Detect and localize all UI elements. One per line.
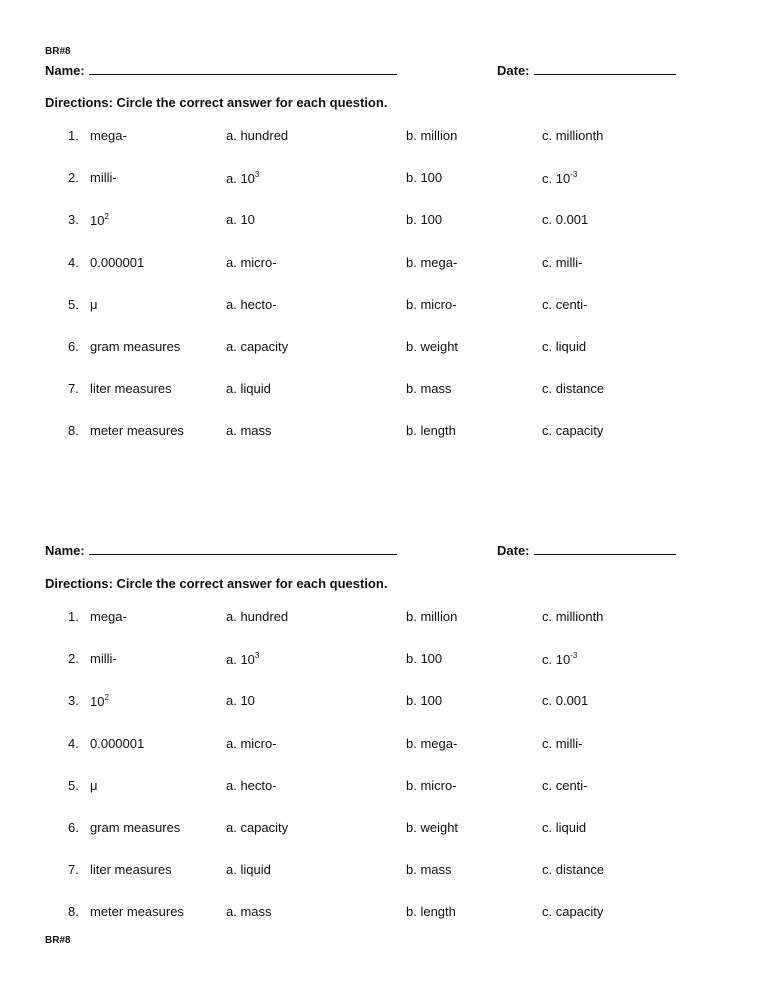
question-number-text: 3.	[68, 693, 79, 709]
question-number	[68, 904, 79, 919]
question-row	[0, 423, 768, 443]
question-prompt	[90, 255, 144, 270]
answer-option-b[interactable]	[406, 339, 458, 354]
name-label: Name:	[45, 543, 85, 558]
answer-option-c[interactable]	[542, 339, 586, 354]
question-number-text: 6.	[68, 339, 79, 354]
question-prompt	[90, 862, 172, 877]
answer-option-a[interactable]	[226, 339, 288, 354]
question-prompt-text: meter measures	[90, 423, 184, 439]
answer-option-c[interactable]	[542, 423, 603, 438]
answer-option-a-text: a. 10	[226, 212, 255, 228]
answer-option-b-text: b. million	[406, 128, 458, 143]
answer-option-c-text: c. millionth	[542, 609, 604, 624]
question-prompt	[90, 609, 127, 624]
answer-option-a-text: a. liquid	[226, 862, 271, 878]
name-field	[45, 62, 397, 78]
answer-option-c[interactable]	[542, 904, 603, 919]
question-prompt-text: 0.000001	[90, 254, 145, 270]
question-number	[68, 212, 79, 227]
question-row	[0, 609, 768, 629]
answer-option-c[interactable]	[542, 381, 604, 396]
answer-option-b[interactable]	[406, 904, 456, 919]
answer-option-a[interactable]	[226, 212, 255, 227]
answer-option-b-text: b. mass	[406, 862, 452, 878]
answer-option-c-text: c. centi-	[542, 777, 588, 793]
question-row	[0, 651, 768, 671]
question-number-text: 4.	[68, 254, 79, 270]
answer-option-c[interactable]	[542, 297, 588, 312]
answer-option-b-text: b. length	[406, 904, 456, 920]
question-number	[68, 170, 79, 185]
question-prompt-text: μ	[90, 777, 98, 793]
question-number	[68, 339, 79, 354]
date-field	[497, 542, 676, 558]
answer-option-c[interactable]	[542, 736, 582, 751]
question-prompt	[90, 128, 127, 143]
answer-option-a[interactable]	[226, 820, 288, 835]
answer-option-c-superscript: -3	[570, 651, 578, 661]
question-prompt-text: liter measures	[90, 381, 172, 397]
answer-option-c[interactable]	[542, 609, 603, 624]
question-number	[68, 381, 79, 396]
question-number-text: 5.	[68, 777, 79, 793]
directions-text: Directions: Circle the correct answer for each question.	[45, 576, 388, 591]
question-row	[0, 862, 768, 882]
answer-option-c-text: c. 10	[542, 652, 571, 668]
answer-option-b[interactable]	[406, 128, 457, 143]
answer-option-a[interactable]	[226, 904, 272, 919]
question-number	[68, 609, 79, 624]
question-prompt	[90, 693, 109, 709]
question-row	[0, 778, 768, 798]
question-prompt	[90, 339, 180, 354]
answer-option-a[interactable]	[226, 381, 271, 396]
answer-option-b[interactable]	[406, 736, 457, 751]
question-number-text: 8.	[68, 423, 79, 439]
answer-option-c[interactable]	[542, 862, 604, 877]
answer-option-b-text: b. million	[406, 609, 458, 624]
answer-option-a[interactable]	[226, 128, 288, 143]
answer-option-a-text: a. capacity	[226, 339, 289, 354]
directions-text: Directions: Circle the correct answer for each question.	[45, 95, 388, 110]
question-prompt-text: μ	[90, 296, 98, 312]
question-number-text: 2.	[68, 170, 79, 186]
answer-option-a[interactable]	[226, 736, 277, 751]
answer-option-a-text: a. mass	[226, 423, 272, 439]
question-number-text: 6.	[68, 820, 79, 835]
question-prompt	[90, 651, 117, 666]
question-prompt-text: 10	[90, 213, 105, 229]
question-prompt-text: meter measures	[90, 904, 184, 920]
question-number	[68, 693, 79, 708]
answer-option-a[interactable]	[226, 862, 271, 877]
question-row	[0, 297, 768, 317]
question-prompt-text: milli-	[90, 651, 117, 667]
question-prompt-text: 0.000001	[90, 735, 145, 751]
answer-option-b-text: b. micro-	[406, 777, 457, 793]
question-number-text: 7.	[68, 381, 79, 397]
question-prompt-text: milli-	[90, 170, 117, 186]
answer-option-a-text: a. micro-	[226, 254, 277, 270]
answer-option-b-text: b. 100	[406, 651, 443, 667]
name-field	[45, 542, 397, 558]
question-row	[0, 820, 768, 840]
question-number	[68, 423, 79, 438]
answer-option-b-text: b. 100	[406, 170, 443, 186]
answer-option-a-superscript: 3	[254, 170, 260, 180]
answer-option-a-text: a. hundred	[226, 128, 289, 143]
answer-option-b-text: b. 100	[406, 693, 443, 709]
question-prompt-text: gram measures	[90, 820, 181, 835]
question-number	[68, 862, 79, 877]
answer-option-b-text: b. mega-	[406, 254, 458, 270]
question-prompt	[90, 297, 98, 312]
question-number	[68, 255, 79, 270]
question-row	[0, 736, 768, 756]
question-prompt-text: liter measures	[90, 862, 172, 878]
answer-option-b[interactable]	[406, 212, 442, 227]
answer-option-b[interactable]	[406, 820, 458, 835]
question-prompt-text: mega-	[90, 128, 127, 143]
name-label: Name:	[45, 63, 85, 78]
answer-option-c-text: c. capacity	[542, 423, 604, 439]
question-number	[68, 297, 79, 312]
name-blank-line[interactable]	[89, 542, 397, 555]
question-number	[68, 736, 79, 751]
answer-option-a-text: a. 10	[226, 693, 255, 709]
answer-option-a-text: a. micro-	[226, 735, 277, 751]
question-number	[68, 128, 79, 143]
answer-option-c[interactable]	[542, 693, 588, 708]
question-number-text: 4.	[68, 735, 79, 751]
answer-option-b-text: b. mass	[406, 381, 452, 397]
answer-option-b[interactable]	[406, 255, 457, 270]
question-number-text: 5.	[68, 296, 79, 312]
answer-option-a-text: a. hundred	[226, 609, 289, 624]
answer-option-c-text: c. 0.001	[542, 212, 589, 228]
question-row	[0, 128, 768, 148]
answer-option-c-text: c. distance	[542, 381, 605, 397]
question-number-text: 1.	[68, 609, 79, 624]
question-prompt-text: gram measures	[90, 339, 181, 354]
answer-option-a[interactable]	[226, 651, 259, 667]
answer-option-c-text: c. 10	[542, 171, 571, 187]
answer-option-a-text: a. hecto-	[226, 296, 277, 312]
answer-option-c-text: c. 0.001	[542, 693, 589, 709]
date-label: Date:	[497, 63, 530, 78]
answer-option-a-text: a. liquid	[226, 381, 271, 397]
answer-option-b-text: b. weight	[406, 820, 459, 835]
question-number	[68, 778, 79, 793]
answer-option-b[interactable]	[406, 170, 442, 185]
answer-option-b-text: b. 100	[406, 212, 443, 228]
answer-option-a[interactable]	[226, 693, 255, 708]
answer-option-b[interactable]	[406, 423, 456, 438]
question-prompt	[90, 423, 184, 438]
question-prompt	[90, 820, 180, 835]
answer-option-b[interactable]	[406, 651, 442, 666]
name-blank-line[interactable]	[89, 62, 397, 75]
answer-option-a-text: a. 10	[226, 652, 255, 668]
date-blank-line[interactable]	[534, 62, 676, 75]
answer-option-a-text: a. mass	[226, 904, 272, 920]
answer-option-a-text: a. capacity	[226, 820, 289, 835]
answer-option-b[interactable]	[406, 609, 457, 624]
worksheet-code-bottom: BR#8	[45, 935, 71, 946]
date-label: Date:	[497, 543, 530, 558]
question-number-text: 2.	[68, 651, 79, 667]
question-row	[0, 255, 768, 275]
question-prompt	[90, 736, 144, 751]
question-row	[0, 170, 768, 190]
question-number	[68, 820, 79, 835]
question-number-text: 1.	[68, 128, 79, 143]
answer-option-b-text: b. length	[406, 423, 456, 439]
question-prompt-text: mega-	[90, 609, 127, 624]
answer-option-a[interactable]	[226, 255, 277, 270]
answer-option-c[interactable]	[542, 170, 577, 186]
answer-option-c-text: c. distance	[542, 862, 605, 878]
question-prompt	[90, 381, 172, 396]
answer-option-c-text: c. milli-	[542, 735, 583, 751]
answer-option-b[interactable]	[406, 297, 457, 312]
answer-option-c[interactable]	[542, 128, 603, 143]
answer-option-b-text: b. micro-	[406, 296, 457, 312]
question-prompt-text: 10	[90, 694, 105, 710]
answer-option-b[interactable]	[406, 778, 457, 793]
question-row	[0, 339, 768, 359]
question-row	[0, 904, 768, 924]
answer-option-c-text: c. liquid	[542, 339, 587, 354]
answer-option-a[interactable]	[226, 297, 277, 312]
answer-option-c-text: c. centi-	[542, 296, 588, 312]
question-prompt-superscript: 2	[104, 212, 109, 222]
date-blank-line[interactable]	[534, 542, 676, 555]
answer-option-b-text: b. mega-	[406, 735, 458, 751]
answer-option-b-text: b. weight	[406, 339, 459, 354]
question-prompt	[90, 904, 184, 919]
answer-option-b[interactable]	[406, 693, 442, 708]
question-number-text: 3.	[68, 212, 79, 228]
question-number-text: 7.	[68, 862, 79, 878]
answer-option-a[interactable]	[226, 609, 288, 624]
answer-option-a[interactable]	[226, 170, 259, 186]
answer-option-a[interactable]	[226, 778, 277, 793]
answer-option-c[interactable]	[542, 255, 582, 270]
answer-option-a-superscript: 3	[254, 651, 260, 661]
answer-option-c[interactable]	[542, 820, 586, 835]
answer-option-a-text: a. 10	[226, 171, 255, 187]
question-row	[0, 212, 768, 232]
answer-option-c-text: c. liquid	[542, 820, 587, 835]
answer-option-a-text: a. hecto-	[226, 777, 277, 793]
question-number	[68, 651, 79, 666]
answer-option-c[interactable]	[542, 778, 588, 793]
question-prompt-superscript: 2	[104, 693, 109, 703]
date-field	[497, 62, 676, 78]
answer-option-c[interactable]	[542, 651, 577, 667]
question-prompt	[90, 778, 98, 793]
answer-option-c-text: c. milli-	[542, 254, 583, 270]
answer-option-a[interactable]	[226, 423, 272, 438]
question-number-text: 8.	[68, 904, 79, 920]
answer-option-c-text: c. millionth	[542, 128, 604, 143]
answer-option-c[interactable]	[542, 212, 588, 227]
answer-option-c-text: c. capacity	[542, 904, 604, 920]
question-row	[0, 693, 768, 713]
question-prompt	[90, 170, 117, 185]
answer-option-c-superscript: -3	[570, 170, 578, 180]
question-row	[0, 381, 768, 401]
question-prompt	[90, 212, 109, 228]
worksheet-code-top: BR#8	[45, 46, 71, 57]
answer-option-b[interactable]	[406, 862, 452, 877]
answer-option-b[interactable]	[406, 381, 452, 396]
